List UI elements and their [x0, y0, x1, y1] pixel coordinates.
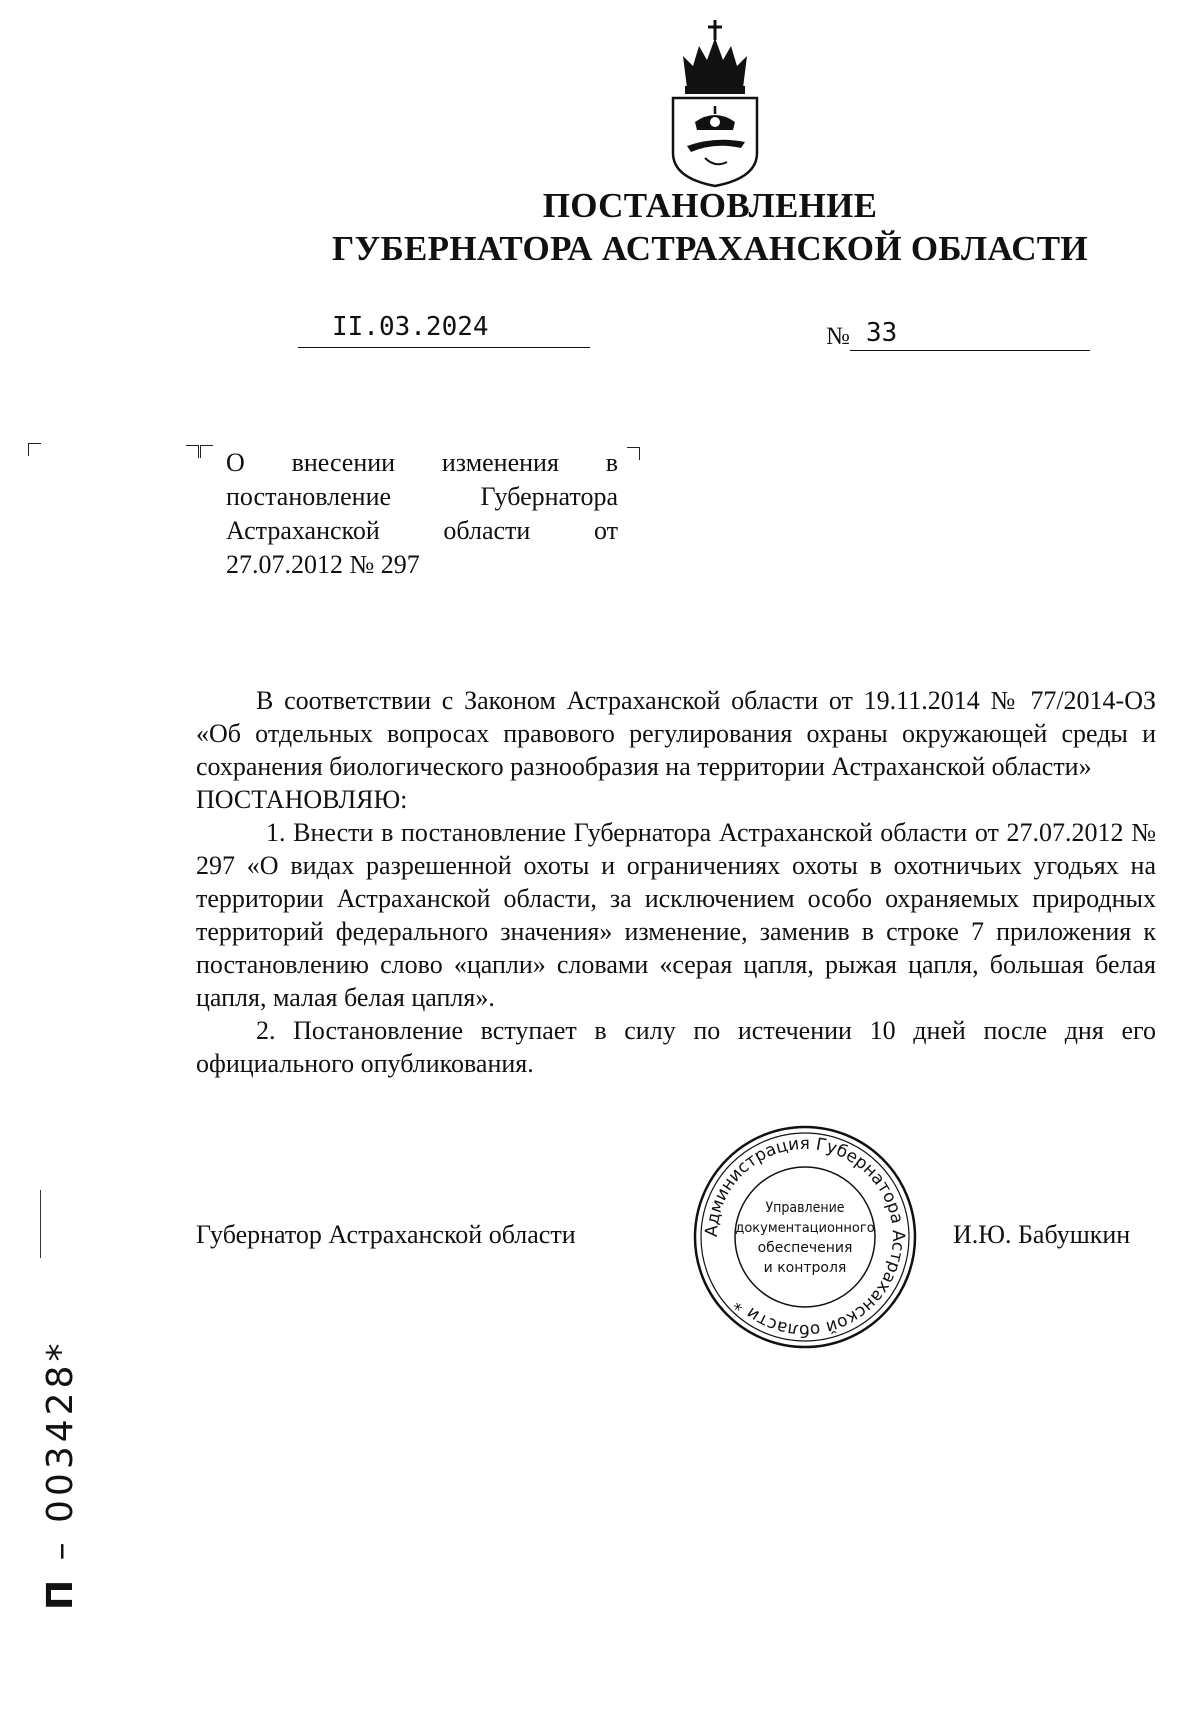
signatory-name: И.Ю. Бабушкин	[953, 1220, 1131, 1249]
document-body	[196, 684, 1156, 1080]
svg-text:обеспечения: обеспечения	[757, 1240, 853, 1256]
document-issuer: ГУБЕРНАТОРА АСТРАХАНСКОЙ ОБЛАСТИ	[332, 229, 1088, 268]
official-stamp	[690, 1122, 920, 1352]
corner-mark	[28, 443, 41, 456]
side-code-suffix: *	[40, 1339, 81, 1362]
preamble-paragraph: В соответствии с Законом Астраханской области от 19.11.2014 № 77/2014-ОЗ «Об отдельных вопросах правового регулирования охраны окружающей среды и сохранения биологического разнообразия на территории Астраханской области»	[196, 686, 1156, 781]
side-registration-code	[40, 1339, 100, 1610]
document-title: ПОСТАНОВЛЕНИЕ	[542, 186, 878, 225]
resolve-heading: ПОСТАНОВЛЯЮ:	[196, 785, 408, 814]
corner-mark	[186, 445, 199, 458]
number-underline	[850, 350, 1090, 351]
coat-of-arms-emblem	[665, 18, 765, 188]
item-1-paragraph: 1. Внести в постановление Губернатора Астраханской области от 27.07.2012 № 297 «О видах разрешенной охоты и ограничениях охоты в охотничьих угодьях на территории Астраханской области, за исключением особо охраняемых природных территорий федерального значения» изменение, заменив в строке 7 приложения к постановлению слово «цапли» словами «серая цапля, рыжая цапля, большая белая цапля, малая белая цапля».	[196, 818, 1156, 1012]
svg-text:и контроля: и контроля	[763, 1260, 847, 1276]
svg-text:документационного: документационного	[735, 1221, 875, 1236]
number-label: №	[826, 323, 850, 350]
item-2-paragraph: 2. Постановление вступает в силу по истечении 10 дней после дня его официального опубликования.	[196, 1016, 1156, 1078]
side-code-prefix: П	[40, 1575, 81, 1610]
document-date: II.03.2024	[332, 312, 489, 342]
date-underline	[298, 347, 590, 348]
document-subject: О внесении изменения в постановление Губернатора Астраханской области от 27.07.2012 № 297	[226, 448, 618, 579]
svg-text:Управление: Управление	[765, 1200, 845, 1216]
svg-text:Администрация Губернатора Астр: Администрация Губернатора Астраханской области *	[701, 1133, 909, 1341]
signatory-title: Губернатор Астраханской области	[196, 1220, 576, 1249]
corner-mark	[627, 447, 640, 460]
side-code-number: – 003428	[40, 1361, 81, 1576]
corner-mark	[200, 445, 213, 458]
document-number: 33	[866, 318, 898, 348]
margin-mark	[40, 1190, 41, 1258]
